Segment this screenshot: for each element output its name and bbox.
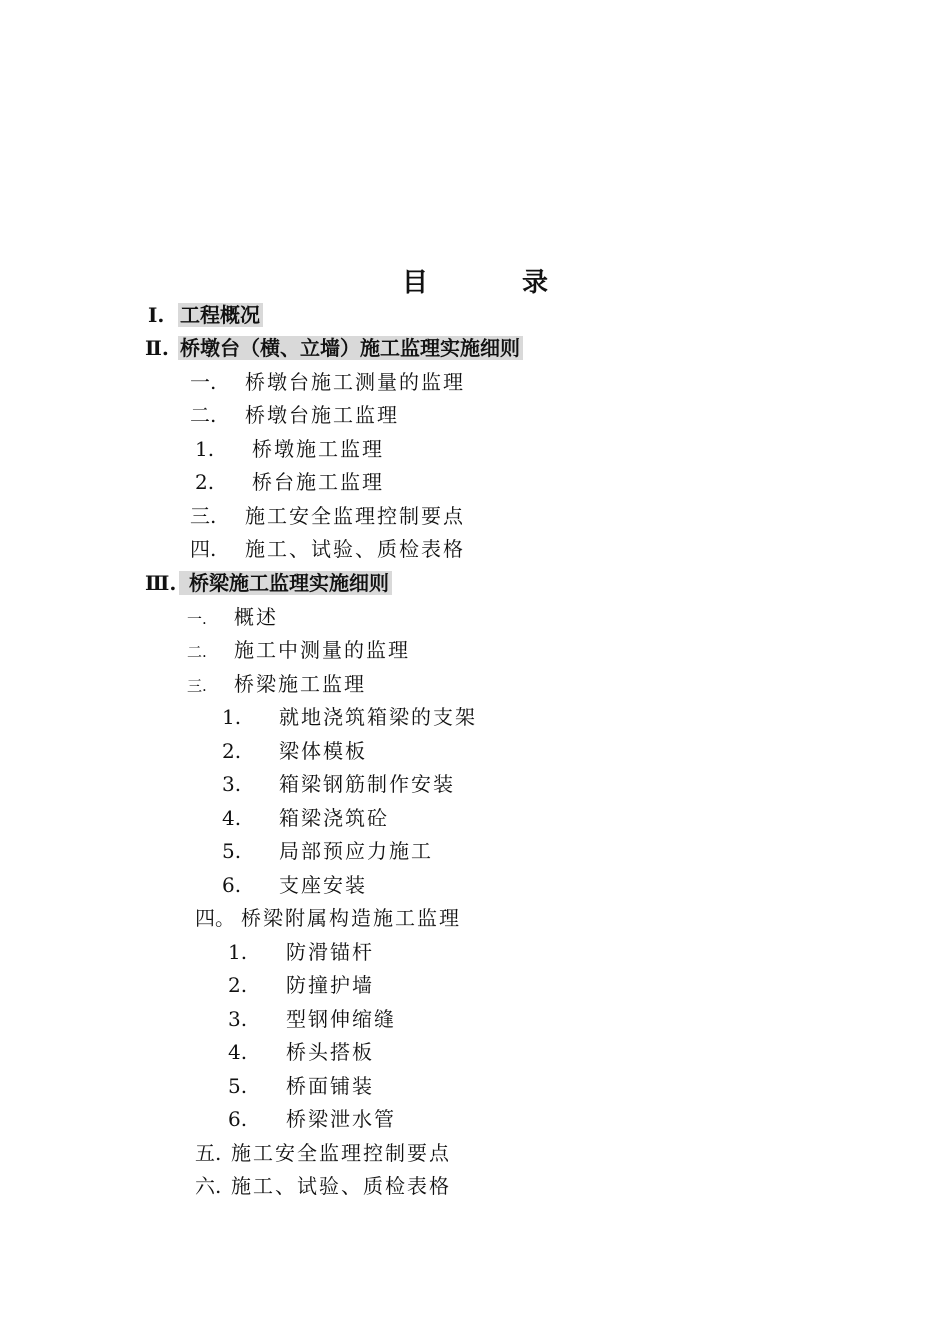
toc-item-text: 概述 — [234, 605, 278, 629]
toc-item — [222, 738, 367, 764]
toc-item — [228, 1039, 374, 1065]
toc-item-number: 6. — [228, 1107, 248, 1131]
toc-item-text: 防撞护墙 — [286, 973, 374, 997]
toc-item — [195, 1140, 451, 1166]
toc-item — [222, 805, 389, 831]
toc-section-1 — [148, 302, 263, 328]
toc-item — [190, 402, 399, 428]
toc-section-number: Ⅱ. — [145, 336, 169, 360]
toc-item-number: 4. — [222, 806, 242, 830]
toc-item-number: 1. — [195, 437, 215, 461]
toc-item-number: 5. — [222, 839, 242, 863]
toc-item-text: 桥梁泄水管 — [286, 1107, 396, 1131]
toc-item-number: 3. — [228, 1007, 248, 1031]
toc-item-text: 桥墩施工监理 — [252, 437, 384, 461]
toc-item-number: 1. — [222, 705, 242, 729]
toc-item-number: 1. — [228, 940, 248, 964]
toc-item — [222, 771, 455, 797]
toc-item — [187, 671, 366, 699]
toc-item-number: 一. — [190, 370, 217, 394]
toc-item — [195, 436, 384, 462]
toc-item-number: 2. — [195, 470, 215, 494]
toc-item — [228, 1073, 374, 1099]
toc-item-number: 四。 — [195, 906, 235, 930]
toc-item — [190, 369, 465, 395]
toc-item-text: 桥墩台施工测量的监理 — [245, 370, 465, 394]
toc-item-text: 支座安装 — [279, 873, 367, 897]
toc-section-number: Ⅰ. — [148, 303, 165, 327]
toc-item-number: 4. — [228, 1040, 248, 1064]
toc-item-number: 六. — [195, 1174, 222, 1198]
toc-item-number: 5. — [228, 1074, 248, 1098]
toc-item-text: 局部预应力施工 — [279, 839, 433, 863]
toc-section-title: 桥梁施工监理实施细则 — [179, 571, 392, 595]
toc-section-2 — [145, 335, 523, 361]
toc-item — [190, 503, 465, 529]
toc-item-text: 施工、试验、质检表格 — [245, 537, 465, 561]
toc-item-text: 就地浇筑箱梁的支架 — [279, 705, 477, 729]
toc-item-number: 三. — [187, 677, 207, 695]
toc-item-number: 三. — [190, 504, 217, 528]
toc-item-number: 四. — [190, 537, 217, 561]
toc-item-number: 五. — [195, 1141, 222, 1165]
toc-item — [195, 905, 461, 931]
toc-item — [228, 1106, 396, 1132]
toc-item-text: 桥台施工监理 — [252, 470, 384, 494]
toc-item-text: 桥墩台施工监理 — [245, 403, 399, 427]
toc-item — [228, 939, 374, 965]
toc-item-text: 施工、试验、质检表格 — [231, 1174, 451, 1198]
toc-item — [222, 704, 477, 730]
toc-item-text: 型钢伸缩缝 — [286, 1007, 396, 1031]
toc-item-text: 桥梁施工监理 — [234, 672, 366, 696]
toc-item-text: 防滑锚杆 — [286, 940, 374, 964]
toc-section-3 — [145, 570, 392, 596]
toc-title: 目 录 — [401, 268, 582, 298]
toc-item — [222, 838, 433, 864]
toc-item-number: 3. — [222, 772, 242, 796]
toc-item-text: 桥面铺装 — [286, 1074, 374, 1098]
toc-item — [187, 637, 410, 665]
toc-item-number: 二. — [190, 403, 217, 427]
toc-item-text: 箱梁浇筑砼 — [279, 806, 389, 830]
toc-item-text: 桥梁附属构造施工监理 — [241, 906, 461, 930]
toc-item-text: 箱梁钢筋制作安装 — [279, 772, 455, 796]
toc-section-number: Ⅲ. — [145, 571, 177, 595]
toc-item-number: 二. — [187, 643, 207, 661]
toc-item-number: 2. — [222, 739, 242, 763]
toc-item-text: 桥头搭板 — [286, 1040, 374, 1064]
toc-item-text: 施工安全监理控制要点 — [245, 504, 465, 528]
toc-item — [187, 604, 278, 632]
toc-item — [195, 469, 384, 495]
toc-item-number: 一. — [187, 610, 207, 628]
toc-section-title: 桥墩台（横、立墙）施工监理实施细则 — [178, 336, 523, 360]
toc-item — [228, 1006, 396, 1032]
toc-section-title: 工程概况 — [178, 303, 263, 327]
toc-item-text: 梁体模板 — [279, 739, 367, 763]
toc-item-text: 施工安全监理控制要点 — [231, 1141, 451, 1165]
toc-item — [195, 1173, 451, 1199]
toc-item — [222, 872, 367, 898]
toc-item — [228, 972, 374, 998]
toc-item-number: 6. — [222, 873, 242, 897]
toc-item-text: 施工中测量的监理 — [234, 638, 410, 662]
toc-item-number: 2. — [228, 973, 248, 997]
toc-item — [190, 536, 465, 562]
